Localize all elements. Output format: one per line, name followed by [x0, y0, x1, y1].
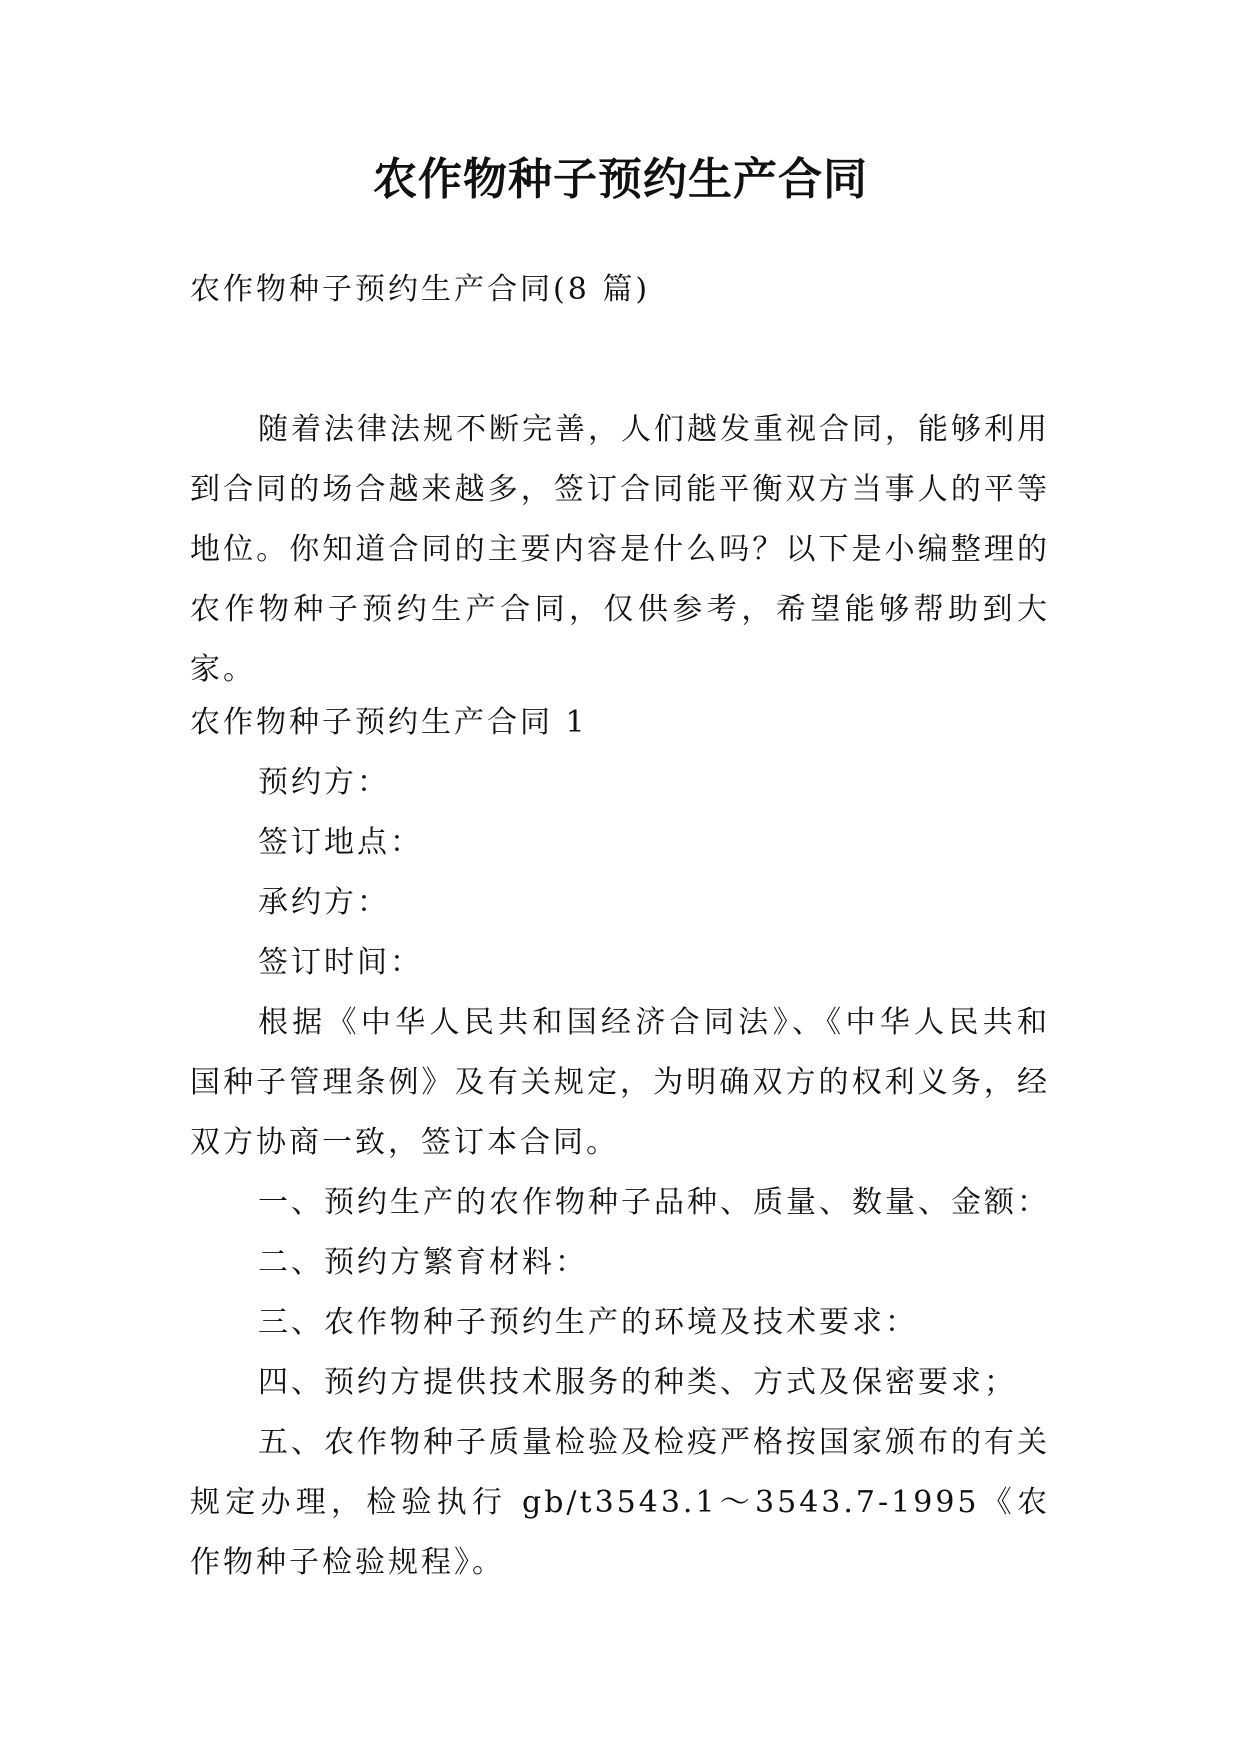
field-sign-place: 签订地点： [258, 825, 423, 860]
field-booker: 预约方： [258, 765, 390, 800]
document-subtitle: 农作物种子预约生产合同(8 篇) [190, 272, 651, 307]
clause-1: 一、预约生产的农作物种子品种、质量、数量、金额： [258, 1185, 1050, 1220]
intro-paragraph: 随着法律法规不断完善，人们越发重视合同，能够利用到合同的场合越来越多，签订合同能平衡双方当事人的平等地位。你知道合同的主要内容是什么吗？以下是小编整理的农作物种子预约生产合同，仅供参考，希望能够帮助到大家。 [190, 412, 1050, 687]
clause-5: 五、农作物种子质量检验及检疫严格按国家颁布的有关规定办理，检验执行 gb/t3543.1～3543.7-1995《农作物种子检验规程》。 [190, 1425, 1050, 1580]
field-contractor: 承约方： [258, 885, 390, 920]
basis-paragraph: 根据《中华人民共和国经济合同法》、《中华人民共和国种子管理条例》及有关规定，为明确双方的权利义务，经双方协商一致，签订本合同。 [190, 1005, 1050, 1160]
section-heading: 农作物种子预约生产合同 1 [190, 705, 588, 740]
clause-2: 二、预约方繁育材料： [258, 1245, 588, 1280]
document-title: 农作物种子预约生产合同 [373, 154, 868, 205]
clause-4: 四、预约方提供技术服务的种类、方式及保密要求； [258, 1365, 1017, 1400]
field-sign-time: 签订时间： [258, 945, 423, 980]
contract-section-1 [190, 693, 1050, 1593]
clause-3: 三、农作物种子预约生产的环境及技术要求： [258, 1305, 918, 1340]
